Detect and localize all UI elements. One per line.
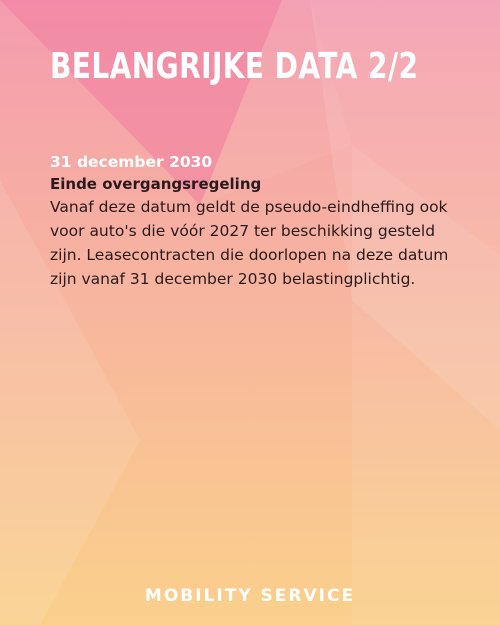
entry-date: 31 december 2030 — [50, 153, 213, 171]
entry-body: Vanaf deze datum geldt de pseudo-eindheffing ook voor auto's die vóór 2027 ter beschikking gesteld zijn. Leasecontracten die doorlopen na deze datum zijn vanaf 31 december 2030 belastingplichtig. — [50, 198, 449, 288]
date-entry — [50, 151, 450, 291]
entry-heading: Einde overgangsregeling — [50, 175, 262, 193]
page-title: BELANGRIJKE DATA 2/2 — [50, 46, 419, 87]
brand-logo: MOBILITY SERVICE — [144, 586, 356, 606]
